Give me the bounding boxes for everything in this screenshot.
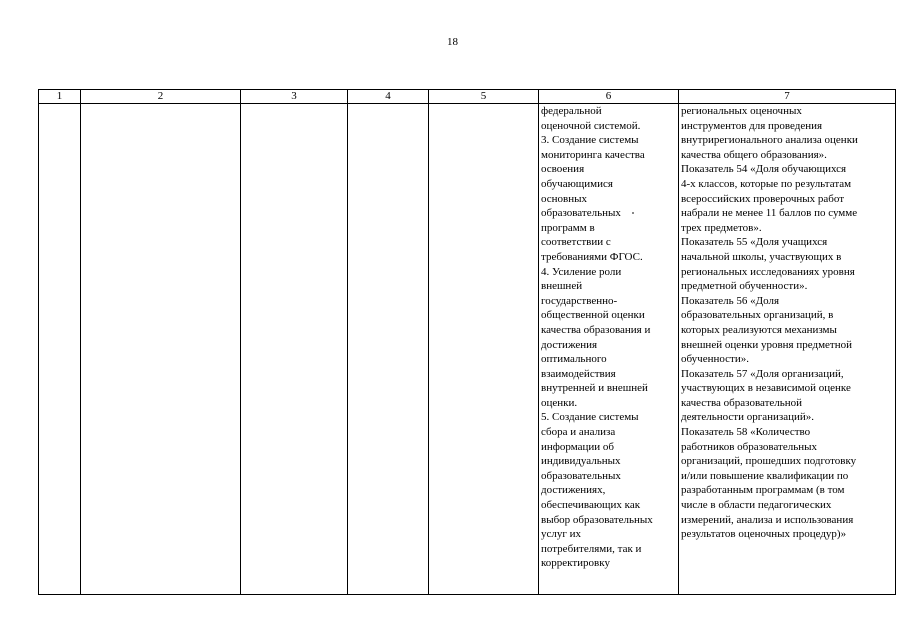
cell-col5 [429,104,539,595]
cell-col2 [81,104,241,595]
scan-speck [632,212,634,214]
table-header-row [39,90,896,104]
cell-goals-text: федеральной оценочной системой. 3. Создание системы мониторинга качества освоения обучающимися основных образовательных программ в соответствии с требованиями ФГОС. 4. Усиление роли внешней государственно- общественной оценки качества образования и достижения оптимального взаимодействия внутренней и внешней оценки. 5. Создание системы сбора и анализа информации об индивидуальных образовательных достижениях, обеспечивающих как выбор образовательных услуг их потребителями, так и корректировку [539,104,679,595]
column-header-3: 3 [241,90,348,104]
document-table [38,89,896,595]
cell-col4 [348,104,429,595]
cell-col1 [39,104,81,595]
table-row [39,104,896,595]
column-header-4: 4 [348,90,429,104]
page-number: 18 [447,36,458,48]
column-header-1: 1 [39,90,81,104]
column-header-5: 5 [429,90,539,104]
cell-indicators-text: региональных оценочных инструментов для проведения внутрирегионального анализа оценки качества общего образования». Показатель 54 «Доля обучающихся 4-х классов, которые по результатам всероссийских проверочных работ набрали не менее 11 баллов по сумме трех предметов». Показатель 55 «Доля учащихся начальной школы, участвующих в региональных исследованиях уровня предметной обученности». Показатель 56 «Доля образовательных организаций, в которых реализуются механизмы внешней оценки уровня предметной обученности». Показатель 57 «Доля организаций, участвующих в независимой оценке качества образовательной деятельности организаций». Показатель 58 «Количество работников образовательных организаций, прошедших подготовку и/или повышение квалификации по разработанным программам (в том числе в области педагогических измерений, анализа и использования результатов оценочных процедур)» [679,104,896,595]
column-header-6: 6 [539,90,679,104]
cell-col3 [241,104,348,595]
column-header-2: 2 [81,90,241,104]
column-header-7: 7 [679,90,896,104]
